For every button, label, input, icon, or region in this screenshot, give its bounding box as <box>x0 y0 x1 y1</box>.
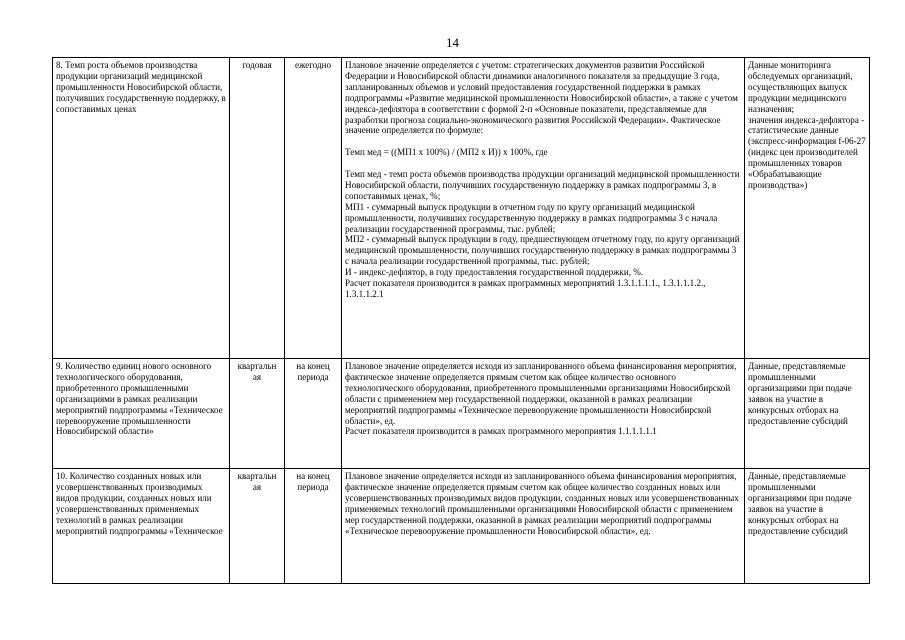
indicator-type-cell: квартальн ая <box>230 469 285 584</box>
indicator-period-cell: на конец периода <box>285 469 342 584</box>
definition-mp2: МП2 - суммарный выпуск продукции в году, предшествующем отчетному году, по кругу организаций медицинской промышленности, получивших государственную поддержку в рамках подпрограммы 3 с начала реализации государственной программы, тыс. рублей; <box>345 234 740 267</box>
definition-mp1: МП1 - суммарный выпуск продукции в отчетном году по кругу организаций медицинской промышленности, получивших государственную поддержку в рамках подпрограммы 3 с начала реализации государственной программы, тыс. рублей; <box>345 201 718 234</box>
source-cell <box>745 58 870 359</box>
indicator-period-cell: на конец периода <box>285 359 342 469</box>
calculation-note: Расчет показателя производится в рамках программных мероприятий 1.3.1.1.1.1., 1.3.1.1.1.2., 1.3.1.1.2.1 <box>345 278 706 299</box>
indicators-table <box>52 57 870 584</box>
table-row <box>53 58 870 359</box>
method-formula: Темп мед = ((МП1 x 100%) / (МП2 x И)) x 100%, где <box>345 147 548 158</box>
page-number: 14 <box>446 35 459 50</box>
indicator-type-cell: годовая <box>230 58 285 359</box>
indicator-name-cell: 9. Количество единиц нового основного технологического оборудования, приобретенного промышленными организациями в рамках реализации мероприятий подпрограммы «Техническое перевооружение промышленности Новосибирской области» <box>53 359 230 469</box>
spacer <box>345 136 741 147</box>
indicator-type-cell: квартальн ая <box>230 359 285 469</box>
spacer <box>345 158 741 169</box>
table-row <box>53 469 870 584</box>
source-cell: Данные, представляемые промышленными организациями при подаче заявок на участие в конкурсных отборах на предоставление субсидий <box>745 359 870 469</box>
method-cell <box>342 359 745 469</box>
method-cell <box>342 469 745 584</box>
source-text: значения индекса-дефлятора - статистические данные (экспресс-информация f-06-27 (индекс цен производителей промышленных товаров «Обрабатывающие производства») <box>748 114 866 190</box>
table-row <box>53 359 870 469</box>
source-text: Данные мониторинга обследуемых организаций, осуществляющих выпуск продукции медицинского назначения; <box>748 60 853 114</box>
indicator-period-cell: ежегодно <box>285 58 342 359</box>
method-cell <box>342 58 745 359</box>
method-text: Плановое значение определяется исходя из запланированного объема финансирования мероприятия, фактическое значение определяется прямым счетом как общее количество созданных новых или усовершенствованных производимых видов продукции, созданных новых или усовершенствованных применяемых технологий промышленными организациями Новосибирской области с применением мер государственной поддержки, оказанной в рамках реализации мероприятий подпрограммы «Техническое перевооружение промышленности Новосибирской области», ед. <box>345 471 739 536</box>
indicator-name-cell: 8. Темп роста объемов производства продукции организаций медицинской промышленности Новосибирской области, получивших государственную поддержку, в сопоставимых ценах <box>53 58 230 359</box>
indicator-name-cell: 10. Количество созданных новых или усовершенствованных производимых видов продукции, созданных новых или усовершенствованных применяемых технологий в рамках реализации мероприятий подпрограммы «Техническое <box>53 469 230 584</box>
method-text: Плановое значение определяется исходя из запланированного объема финансирования мероприятия, фактическое значение определяется прямым счетом как общее количество основного технологического оборудования, приобретенного промышленными организациями Новосибирской области с применением мер государственной поддержки, оказанной в рамках реализации мероприятий подпрограммы «Техническое перевооружение промышленности Новосибирской области», ед. <box>345 361 737 426</box>
source-cell: Данные, представляемые промышленными организациями при подаче заявок на участие в конкурсных отборах на предоставление субсидий <box>745 469 870 584</box>
calculation-note: Расчет показателя производится в рамках программного мероприятия 1.1.1.1.1.1 <box>345 426 657 437</box>
definition-temp: Темп мед - темп роста объемов производства продукции организаций медицинской промышленности Новосибирской области, получивших государственную поддержку в рамках подпрограммы 3, в сопоставимых ценах, %; <box>345 169 740 201</box>
method-intro: Плановое значение определяется с учетом: стратегических документов развития Российской Федерации и Новосибирской области динамики аналогичного показателя за предыдущие 3 года, запланированных объемов и условий предоставления государственной поддержки в рамках подпрограммы «Развитие медицинской промышленности Новосибирской области», а также с учетом индекса-дефлятора в соответствии с формой 2-п «Основные показатели, представляемые для разработки прогноза социально-экономического развития Российской Федерации». Фактическое значение определяется по формуле: <box>345 60 738 136</box>
definition-index: И - индекс-дефлятор, в году предоставления государственной поддержки, %. <box>345 267 644 278</box>
